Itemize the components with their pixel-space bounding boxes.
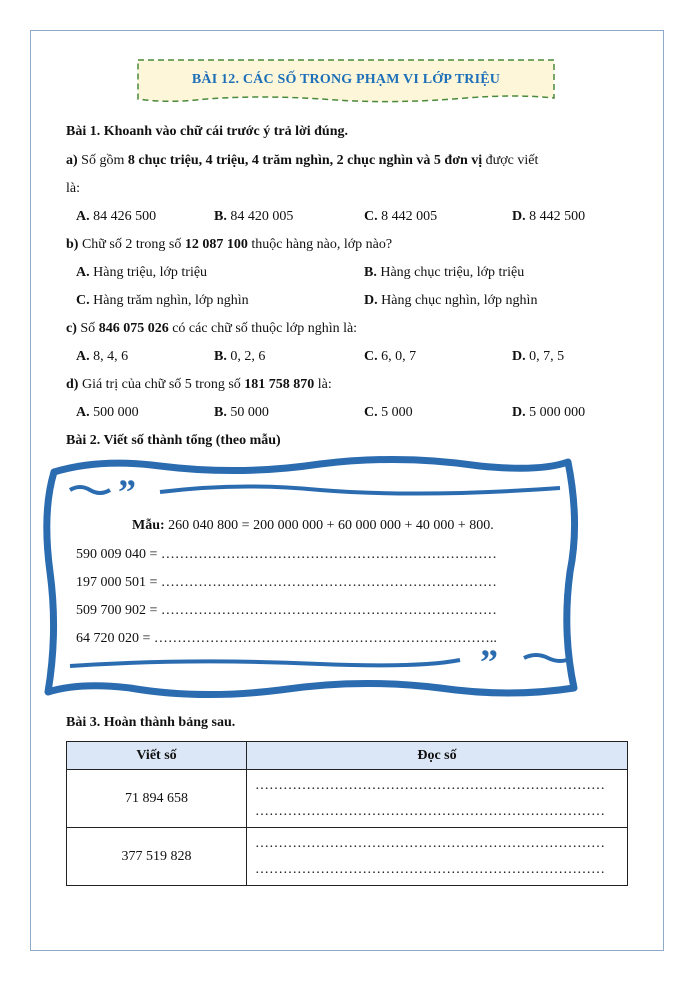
- question-b-label: b): [66, 237, 79, 252]
- option-letter: C.: [76, 293, 90, 308]
- option-text: 8, 4, 6: [89, 349, 129, 364]
- question-c-bold: 846 075 026: [98, 321, 169, 336]
- quote-open-icon: ”: [118, 472, 136, 512]
- example-text: 260 040 800 = 200 000 000 + 60 000 000 + 40 000 + 800.: [164, 518, 494, 533]
- question-b-bold: 12 087 100: [184, 237, 248, 252]
- option-letter: B.: [214, 349, 227, 364]
- answer-line[interactable]: …………………………………………………………………: [255, 861, 605, 877]
- option-c-B[interactable]: [214, 349, 265, 365]
- example-label: Mẫu:: [132, 518, 165, 533]
- table-row: [67, 770, 628, 828]
- option-letter: A.: [76, 209, 90, 224]
- page-title: BÀI 12. CÁC SỐ TRONG PHẠM VI LỚP TRIỆU: [191, 72, 501, 87]
- option-letter: A.: [76, 349, 90, 364]
- question-c-label: c): [66, 321, 77, 336]
- option-letter: D.: [364, 293, 378, 308]
- table-header-row: [67, 742, 628, 770]
- option-letter: D.: [512, 405, 526, 420]
- question-a-cont: là:: [66, 181, 80, 196]
- example-line: [132, 518, 494, 534]
- sum-row[interactable]: 590 009 040 = ………………………………………………………………: [76, 547, 497, 562]
- option-letter: D.: [512, 209, 526, 224]
- answer-line[interactable]: …………………………………………………………………: [255, 835, 605, 851]
- option-c-A[interactable]: [76, 349, 128, 365]
- option-text: 5 000: [377, 405, 413, 420]
- option-letter: A.: [76, 265, 90, 280]
- option-text: 5 000 000: [525, 405, 586, 420]
- quote-close-icon: ”: [480, 642, 498, 682]
- option-b-A[interactable]: [76, 265, 207, 281]
- option-text: 84 420 005: [226, 209, 294, 224]
- answer-line[interactable]: …………………………………………………………………: [255, 777, 605, 793]
- option-c-D[interactable]: [512, 349, 564, 365]
- question-d-text2: là:: [314, 377, 332, 392]
- answer-line[interactable]: …………………………………………………………………: [255, 803, 605, 819]
- number-cell: 377 519 828: [67, 828, 247, 886]
- question-d-text1: Giá trị của chữ số 5 trong số: [78, 377, 245, 392]
- option-d-C[interactable]: [364, 405, 413, 421]
- bai1-heading: Bài 1. Khoanh vào chữ cái trước ý trả lời đúng.: [66, 124, 348, 139]
- question-a-bold: 8 chục triệu, 4 triệu, 4 trăm nghìn, 2 chục nghìn và 5 đơn vị: [127, 153, 483, 168]
- option-text: 50 000: [226, 405, 269, 420]
- option-c-C[interactable]: [364, 349, 416, 365]
- sum-row[interactable]: 509 700 902 = ………………………………………………………………: [76, 603, 497, 618]
- table-row: [67, 828, 628, 886]
- option-text: 0, 7, 5: [525, 349, 565, 364]
- option-text: 500 000: [89, 405, 139, 420]
- question-d-label: d): [66, 377, 79, 392]
- number-table: [66, 741, 628, 886]
- option-letter: B.: [214, 405, 227, 420]
- option-text: 8 442 005: [377, 209, 438, 224]
- question-d: [66, 377, 332, 393]
- question-c-text2: có các chữ số thuộc lớp nghìn là:: [168, 321, 358, 336]
- option-text: 6, 0, 7: [377, 349, 417, 364]
- option-text: Hàng trăm nghìn, lớp nghìn: [89, 293, 249, 308]
- option-d-B[interactable]: [214, 405, 269, 421]
- question-a-label: a): [66, 153, 78, 168]
- option-text: 8 442 500: [525, 209, 586, 224]
- sum-row[interactable]: 64 720 020 = ………………………………………………………………..: [76, 631, 497, 646]
- option-letter: D.: [512, 349, 526, 364]
- option-d-A[interactable]: [76, 405, 139, 421]
- title-banner: [136, 58, 556, 104]
- sum-row[interactable]: 197 000 501 = ………………………………………………………………: [76, 575, 497, 590]
- question-a-text1: Số gồm: [77, 153, 128, 168]
- reading-cell[interactable]: [247, 828, 628, 886]
- bai3-heading: Bài 3. Hoàn thành bảng sau.: [66, 715, 236, 730]
- column-header-write: Viết số: [67, 742, 247, 770]
- question-b-text2: thuộc hàng nào, lớp nào?: [247, 237, 393, 252]
- option-text: 84 426 500: [89, 209, 157, 224]
- option-d-D[interactable]: [512, 405, 585, 421]
- option-text: Hàng chục nghìn, lớp nghìn: [377, 293, 538, 308]
- option-text: 0, 2, 6: [226, 349, 266, 364]
- option-text: Hàng chục triệu, lớp triệu: [376, 265, 525, 280]
- column-header-read: Đọc số: [247, 742, 628, 770]
- option-letter: C.: [364, 209, 378, 224]
- option-letter: B.: [364, 265, 377, 280]
- option-a-C[interactable]: [364, 209, 437, 225]
- question-d-bold: 181 758 870: [244, 377, 315, 392]
- option-b-C[interactable]: [76, 293, 249, 309]
- reading-cell[interactable]: [247, 770, 628, 828]
- question-c-text1: Số: [76, 321, 99, 336]
- question-b: [66, 237, 392, 253]
- question-a-text2: được viết: [482, 153, 539, 168]
- question-b-text1: Chữ số 2 trong số: [78, 237, 185, 252]
- number-cell: 71 894 658: [67, 770, 247, 828]
- option-a-A[interactable]: [76, 209, 156, 225]
- option-b-B[interactable]: [364, 265, 524, 281]
- question-a: [66, 153, 538, 169]
- option-a-B[interactable]: [214, 209, 293, 225]
- bai2-heading: Bài 2. Viết số thành tổng (theo mẫu): [66, 433, 281, 448]
- option-letter: A.: [76, 405, 90, 420]
- option-letter: B.: [214, 209, 227, 224]
- option-text: Hàng triệu, lớp triệu: [89, 265, 208, 280]
- option-b-D[interactable]: [364, 293, 537, 309]
- option-letter: C.: [364, 405, 378, 420]
- question-c: [66, 321, 357, 337]
- option-letter: C.: [364, 349, 378, 364]
- option-a-D[interactable]: [512, 209, 585, 225]
